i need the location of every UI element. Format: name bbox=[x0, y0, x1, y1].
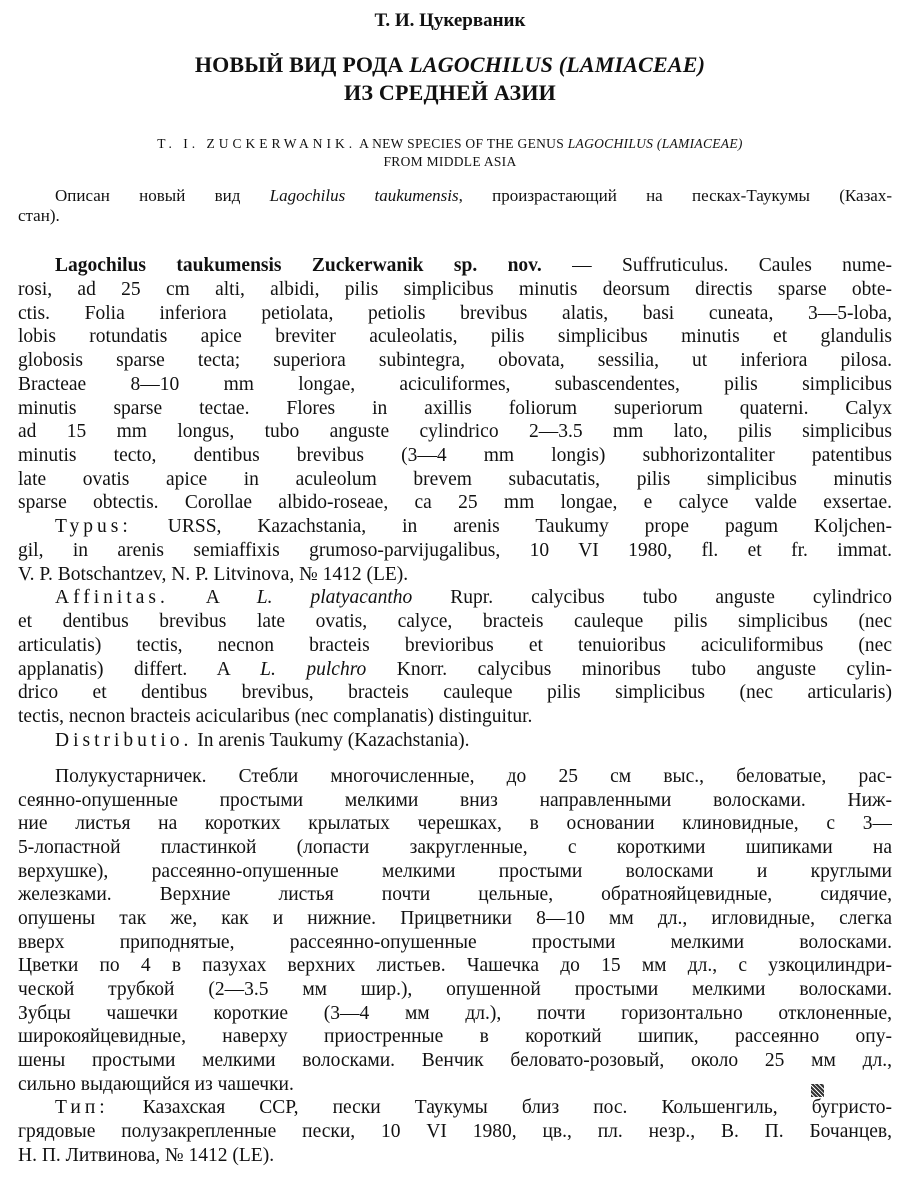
typus-line: gil, in arenis semiaffixis grumoso-parvijugalibus, 10 VI 1980, fl. et fr. immat. bbox=[18, 540, 892, 561]
typus-label: Typus: bbox=[55, 516, 132, 537]
distributio-text: In arenis Taukumy (Kazachstania). bbox=[192, 730, 470, 751]
title-line-2: ИЗ СРЕДНЕЙ АЗИИ bbox=[344, 80, 556, 105]
typus-text: URSS, Kazachstania, in arenis Taukumy prope pagum Koljchen- bbox=[131, 516, 892, 537]
species-name: Lagochilus taukumensis Zuckerwanik sp. nov. bbox=[55, 255, 542, 276]
affinitas-text: applanatis) differt. A bbox=[18, 659, 261, 680]
typus-line: V. P. Botschantzev, N. P. Litvinova, № 1412 (LE). bbox=[18, 564, 409, 585]
russian-line: ческой трубкой (2—3.5 мм шир.), опушенной простыми мелкими волосками. bbox=[18, 979, 892, 1000]
abstract-species: Lagochilus taukumensis bbox=[269, 186, 459, 205]
abstract-text: Описан новый вид bbox=[55, 186, 270, 205]
russian-line: опушены так же, как и нижние. Прицветники 8—10 мм дл., игловидные, слегка bbox=[18, 908, 892, 929]
russian-line: железками. Верхние листья почти цельные, обратнояйцевидные, сидячие, bbox=[18, 884, 892, 905]
title-line-1 bbox=[0, 52, 900, 78]
affinitas-line: et dentibus brevibus late ovatis, calyce, bracteis cauleque pilis simplicibus (nec bbox=[18, 611, 892, 632]
english-family: (LAMIACEAE) bbox=[653, 136, 743, 151]
english-genus: LAGOCHILUS bbox=[567, 136, 654, 151]
affinitas-text: Rupr. calycibus tubo anguste cylindrico bbox=[412, 587, 892, 608]
russian-line: Зубцы чашечки короткие (3—4 мм дл.), почти горизонтально отклоненные, bbox=[18, 1003, 892, 1024]
affinitas-line: drico et dentibus brevibus, bracteis cauleque pilis simplicibus (nec articularis) bbox=[18, 682, 892, 703]
latin-line: minutis tecto, dentibus brevibus (3—4 mm longis) subhorizontaliter patentibus bbox=[18, 445, 892, 466]
english-title-line-1 bbox=[0, 136, 900, 152]
latin-line bbox=[55, 254, 892, 278]
title-genus: LAGOCHILUS bbox=[409, 52, 553, 77]
affinitas-species: L. platyacantho bbox=[256, 587, 413, 608]
latin-line: ctis. Folia inferiora petiolata, petiolis brevibus alatis, basi cuneata, 3—5-loba, bbox=[18, 303, 892, 324]
title-prefix: НОВЫЙ ВИД РОДА bbox=[194, 52, 410, 77]
tip-line: грядовые полузакрепленные пески, 10 VI 1980, цв., пл. незр., В. П. Бочанцев, bbox=[18, 1121, 892, 1142]
tip-line: Н. П. Литвинова, № 1412 (LE). bbox=[18, 1145, 275, 1166]
russian-line: ние листья на коротких крылатых черешках, в основании клиновидные, с 3— bbox=[18, 813, 892, 834]
abstract-line-2: стан). bbox=[18, 206, 60, 225]
latin-line: lobis rotundatis apice breviter aculeolatis, pilis simplicibus minutis et glandulis bbox=[18, 326, 892, 347]
author-heading: Т. И. Цукерваник bbox=[374, 10, 526, 31]
latin-line: minutis sparse tectae. Flores in axillis foliorum superiorum quaterni. Calyx bbox=[18, 398, 892, 419]
affinitas-line: tectis, necnon bracteis acicularibus (nec complanatis) distinguitur. bbox=[18, 706, 533, 727]
latin-line: globosis sparse tecta; superiora subintegra, obovata, sessilia, ut inferiora pilosa. bbox=[18, 350, 892, 371]
russian-line: верхушке), рассеянно-опушенные мелкими простыми волосками и круглыми bbox=[18, 861, 892, 882]
russian-line: шены простыми мелкими волосками. Венчик беловато-розовый, около 25 мм дл., bbox=[18, 1050, 892, 1071]
affinitas-line: articulatis) tectis, necnon bracteis brevioribus et tenuioribus aciculiformibus (nec bbox=[18, 635, 892, 656]
affinitas-text: A bbox=[168, 587, 257, 608]
tip-text: Казахская ССР, пески Таукумы близ пос. Кольшенгиль, бугристо- bbox=[108, 1097, 892, 1118]
latin-line: sparse obtectis. Corollae albido-roseae, ca 25 mm longae, e calyce valde exsertae. bbox=[18, 492, 892, 513]
russian-line: сеянно-опушенные простыми мелкими вниз направленными волосками. Ниж- bbox=[18, 790, 892, 811]
typus-line bbox=[55, 515, 892, 539]
english-title-line-2: FROM MIDDLE ASIA bbox=[383, 154, 517, 169]
russian-line: 5-лопастной пластинкой (лопасти закругленные, с короткими шипиками на bbox=[18, 837, 892, 858]
title-family: (LAMIACEAE) bbox=[558, 52, 706, 77]
russian-line: Цветки по 4 в пазухах верхних листьев. Чашечка до 15 мм дл., с узкоцилиндри- bbox=[18, 955, 892, 976]
russian-line: широкояйцевидные, наверху приостренные в короткий шипик, рассеянно опу- bbox=[18, 1026, 892, 1047]
distributio-line bbox=[55, 729, 892, 753]
affinitas-line bbox=[55, 586, 892, 610]
latin-line: Bracteae 8—10 mm longae, aciculiformes, subascendentes, pilis simplicibus bbox=[18, 374, 892, 395]
latin-text: — Suffruticulus. Caules numе- bbox=[541, 255, 892, 276]
affinitas-line bbox=[18, 658, 892, 682]
latin-line: rosi, ad 25 cm alti, albidi, pilis simplicibus minutis deorsum directis sparse obte- bbox=[18, 279, 892, 300]
affinitas-label: Affinitas. bbox=[55, 587, 169, 608]
tip-line bbox=[55, 1096, 892, 1120]
english-title-prefix: A NEW SPECIES OF THE GENUS bbox=[356, 136, 568, 151]
english-author: T. I. ZUCKERWANIK. bbox=[157, 136, 357, 151]
latin-line: late ovatis apice in aculeolum brevem subacutatis, pilis simplicibus minutis bbox=[18, 469, 892, 490]
distributio-label: Distributio. bbox=[55, 730, 193, 751]
tip-label: Тип: bbox=[55, 1097, 109, 1118]
russian-line: Полукустарничек. Стебли многочисленные, до 25 см выс., беловатые, рас- bbox=[55, 766, 892, 787]
affinitas-text: Knorr. calycibus minoribus tubo anguste cylin- bbox=[366, 659, 892, 680]
russian-line: сильно выдающийся из чашечки. bbox=[18, 1074, 294, 1095]
affinitas-species: L. pulchro bbox=[260, 659, 367, 680]
russian-line: вверх приподнятые, рассеянно-опушенные простыми мелкими волосками. bbox=[18, 932, 892, 953]
abstract-text: , произрастающий на песках-Таукумы (Казах- bbox=[458, 186, 892, 205]
latin-line: ad 15 mm longus, tubo anguste cylindrico 2—3.5 mm lato, pilis simplicibus bbox=[18, 421, 892, 442]
